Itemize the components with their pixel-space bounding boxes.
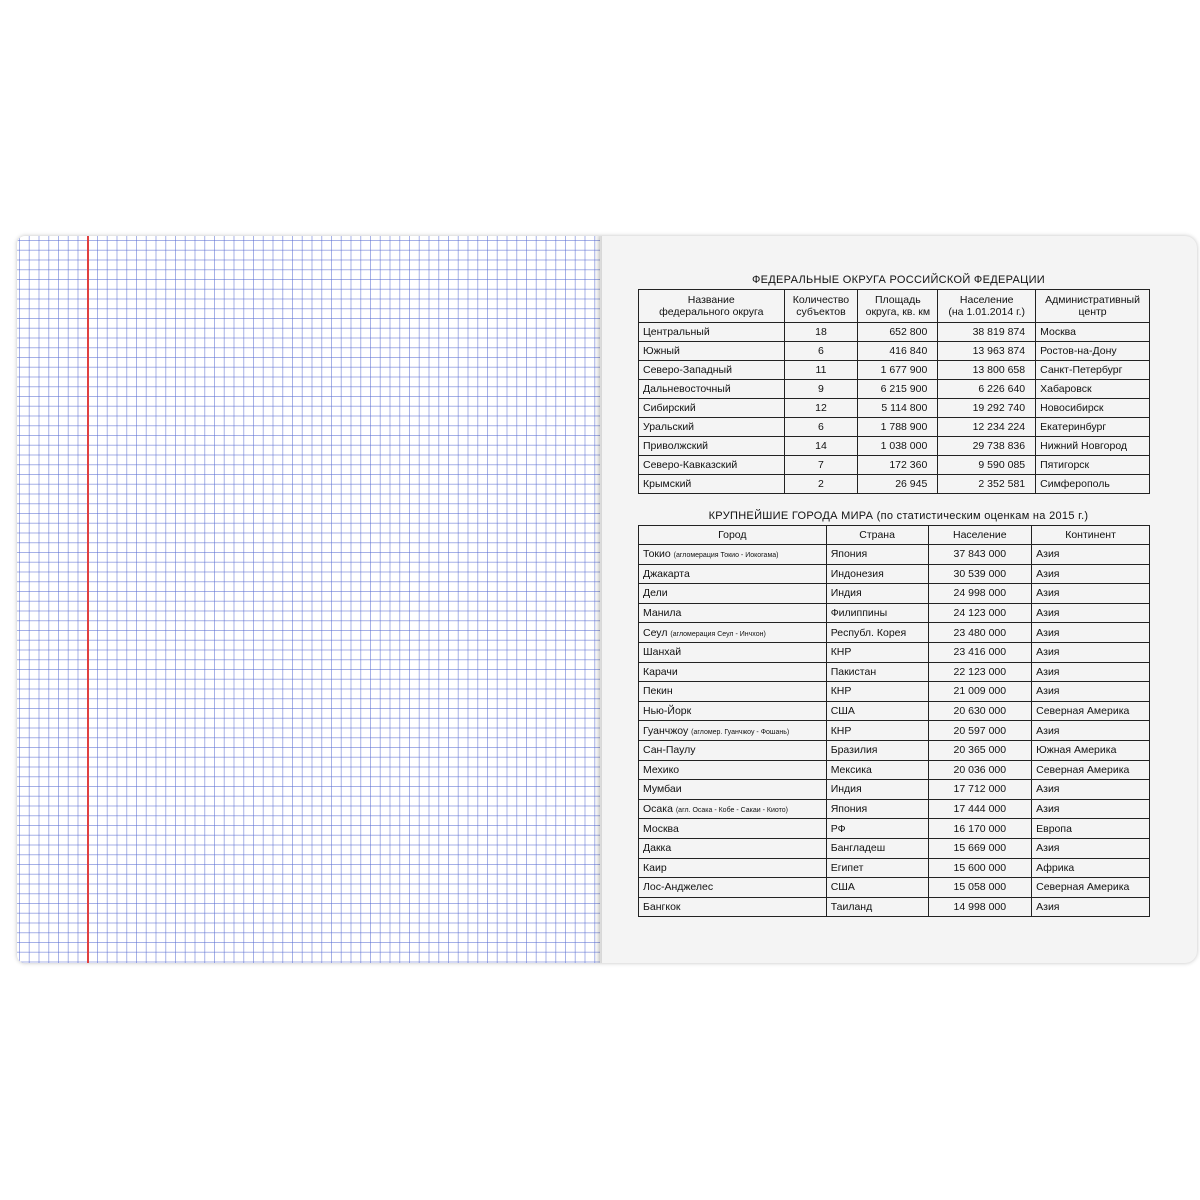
- city-population: 20 036 000: [928, 760, 1032, 780]
- city-continent: Азия: [1032, 682, 1150, 702]
- city-cell: [639, 623, 827, 643]
- city-country: Пакистан: [826, 662, 928, 682]
- city-population: 16 170 000: [928, 819, 1032, 839]
- city-row: [639, 799, 1150, 819]
- city-row: [639, 838, 1150, 858]
- header-continent: Континент: [1032, 526, 1150, 545]
- city-row: [639, 819, 1150, 839]
- district-center: Санкт-Петербург: [1036, 361, 1150, 380]
- city-cell: [639, 721, 827, 741]
- district-center: Екатеринбург: [1036, 418, 1150, 437]
- city-cell: [639, 897, 827, 917]
- city-cell: [639, 858, 827, 878]
- district-subjects: 12: [784, 399, 858, 418]
- district-area: 6 215 900: [858, 380, 938, 399]
- district-name: Южный: [639, 342, 785, 361]
- district-subjects: 9: [784, 380, 858, 399]
- city-population: 17 712 000: [928, 780, 1032, 800]
- district-subjects: 2: [784, 475, 858, 494]
- city-population: 24 998 000: [928, 584, 1032, 604]
- city-country: Мексика: [826, 760, 928, 780]
- city-country: Индия: [826, 584, 928, 604]
- city-population: 22 123 000: [928, 662, 1032, 682]
- city-note: (агломер. Гуанчжоу - Фошань): [691, 728, 790, 736]
- city-population: 15 600 000: [928, 858, 1032, 878]
- districts-title: ФЕДЕРАЛЬНЫЕ ОКРУГА РОССИЙСКОЙ ФЕДЕРАЦИИ: [751, 274, 1045, 286]
- margin-line: [87, 236, 89, 963]
- city-continent: Северная Америка: [1032, 760, 1150, 780]
- district-name: Северо-Западный: [639, 361, 785, 380]
- district-area: 26 945: [858, 475, 938, 494]
- city-country: Индия: [826, 780, 928, 800]
- district-population: 38 819 874: [938, 323, 1036, 342]
- district-row: [639, 437, 1150, 456]
- city-cell: [639, 603, 827, 623]
- city-country: РФ: [826, 819, 928, 839]
- header-name: Название федерального округа: [639, 290, 785, 323]
- city-population: 15 669 000: [928, 838, 1032, 858]
- city-country: КНР: [826, 682, 928, 702]
- city-cell: [639, 642, 827, 662]
- district-subjects: 7: [784, 456, 858, 475]
- city-country: КНР: [826, 721, 928, 741]
- city-continent: Азия: [1032, 897, 1150, 917]
- district-area: 1 677 900: [858, 361, 938, 380]
- city-name: Бангкок: [643, 900, 681, 913]
- city-name: Москва: [643, 822, 679, 835]
- city-population: 15 058 000: [928, 878, 1032, 898]
- district-population: 13 800 658: [938, 361, 1036, 380]
- district-name: Дальневосточный: [639, 380, 785, 399]
- city-country: Япония: [826, 545, 928, 565]
- city-row: [639, 564, 1150, 584]
- district-center: Пятигорск: [1036, 456, 1150, 475]
- district-row: [639, 361, 1150, 380]
- city-continent: Азия: [1032, 780, 1150, 800]
- city-row: [639, 662, 1150, 682]
- city-continent: Азия: [1032, 799, 1150, 819]
- city-continent: Азия: [1032, 584, 1150, 604]
- district-center: Новосибирск: [1036, 399, 1150, 418]
- city-row: [639, 740, 1150, 760]
- cities-title: КРУПНЕЙШИЕ ГОРОДА МИРА (по статистическим оценкам на 2015 г.): [708, 510, 1089, 522]
- district-name: Приволжский: [639, 437, 785, 456]
- city-cell: [639, 878, 827, 898]
- city-name: Гуанчжоу: [643, 724, 689, 737]
- city-continent: Азия: [1032, 642, 1150, 662]
- city-continent: Азия: [1032, 564, 1150, 584]
- city-name: Дакка: [643, 842, 672, 855]
- district-row: [639, 342, 1150, 361]
- header-city: Город: [639, 526, 827, 545]
- city-continent: Азия: [1032, 662, 1150, 682]
- city-continent: Северная Америка: [1032, 878, 1150, 898]
- cities-header-row: [639, 526, 1150, 545]
- district-name: Уральский: [639, 418, 785, 437]
- city-row: [639, 603, 1150, 623]
- city-country: Египет: [826, 858, 928, 878]
- city-name: Джакарта: [643, 567, 690, 580]
- district-area: 1 038 000: [858, 437, 938, 456]
- city-name: Сан-Паулу: [643, 744, 696, 757]
- city-continent: Азия: [1032, 603, 1150, 623]
- district-subjects: 18: [784, 323, 858, 342]
- district-subjects: 14: [784, 437, 858, 456]
- city-name: Осака: [643, 803, 673, 816]
- district-population: 19 292 740: [938, 399, 1036, 418]
- city-population: 23 416 000: [928, 642, 1032, 662]
- city-row: [639, 780, 1150, 800]
- city-population: 17 444 000: [928, 799, 1032, 819]
- city-row: [639, 682, 1150, 702]
- city-continent: Азия: [1032, 545, 1150, 565]
- city-continent: Африка: [1032, 858, 1150, 878]
- district-center: Ростов-на-Дону: [1036, 342, 1150, 361]
- district-population: 6 226 640: [938, 380, 1036, 399]
- city-country: Бангладеш: [826, 838, 928, 858]
- city-row: [639, 642, 1150, 662]
- city-cell: [639, 682, 827, 702]
- districts-table: [638, 289, 1150, 494]
- district-population: 13 963 874: [938, 342, 1036, 361]
- city-cell: [639, 545, 827, 565]
- city-country: США: [826, 701, 928, 721]
- city-population: 37 843 000: [928, 545, 1032, 565]
- city-country: Бразилия: [826, 740, 928, 760]
- district-population: 2 352 581: [938, 475, 1036, 494]
- city-name: Дели: [643, 587, 668, 600]
- district-row: [639, 456, 1150, 475]
- city-name: Шанхай: [643, 646, 682, 659]
- city-name: Пекин: [643, 685, 673, 698]
- header-city-population: Население: [928, 526, 1032, 545]
- notebook-spread: [17, 236, 1197, 963]
- districts-header-row: [639, 290, 1150, 323]
- district-center: Москва: [1036, 323, 1150, 342]
- city-continent: Европа: [1032, 819, 1150, 839]
- city-name: Каир: [643, 861, 667, 874]
- city-row: [639, 721, 1150, 741]
- grid-page: [17, 236, 600, 963]
- city-row: [639, 623, 1150, 643]
- city-cell: [639, 799, 827, 819]
- district-center: Симферополь: [1036, 475, 1150, 494]
- district-center: Нижний Новгород: [1036, 437, 1150, 456]
- district-name: Сибирский: [639, 399, 785, 418]
- city-row: [639, 878, 1150, 898]
- header-population: Население (на 1.01.2014 г.): [938, 290, 1036, 323]
- district-row: [639, 399, 1150, 418]
- city-cell: [639, 701, 827, 721]
- header-subjects: Количество субъектов: [784, 290, 858, 323]
- city-country: Индонезия: [826, 564, 928, 584]
- cities-table: [638, 525, 1150, 917]
- district-name: Крымский: [639, 475, 785, 494]
- district-subjects: 11: [784, 361, 858, 380]
- city-row: [639, 897, 1150, 917]
- district-subjects: 6: [784, 342, 858, 361]
- spine-shadow: [594, 236, 602, 963]
- district-area: 652 800: [858, 323, 938, 342]
- city-name: Нью-Йорк: [643, 705, 692, 718]
- city-country: КНР: [826, 642, 928, 662]
- city-note: (агломерация Токио - Иокогама): [673, 552, 779, 560]
- city-continent: Азия: [1032, 721, 1150, 741]
- city-cell: [639, 780, 827, 800]
- city-row: [639, 760, 1150, 780]
- city-name: Мехико: [643, 763, 680, 776]
- city-name: Сеул: [643, 626, 668, 639]
- city-country: Республ. Корея: [826, 623, 928, 643]
- city-country: Филиппины: [826, 603, 928, 623]
- city-population: 23 480 000: [928, 623, 1032, 643]
- city-cell: [639, 740, 827, 760]
- city-population: 20 597 000: [928, 721, 1032, 741]
- district-area: 172 360: [858, 456, 938, 475]
- city-cell: [639, 584, 827, 604]
- district-name: Центральный: [639, 323, 785, 342]
- city-name: Манила: [643, 607, 682, 620]
- reference-page: [600, 236, 1197, 963]
- city-cell: [639, 819, 827, 839]
- city-cell: [639, 838, 827, 858]
- city-name: Карачи: [643, 665, 678, 678]
- city-cell: [639, 662, 827, 682]
- district-center: Хабаровск: [1036, 380, 1150, 399]
- city-population: 30 539 000: [928, 564, 1032, 584]
- city-population: 24 123 000: [928, 603, 1032, 623]
- district-row: [639, 380, 1150, 399]
- city-country: Япония: [826, 799, 928, 819]
- district-row: [639, 418, 1150, 437]
- city-cell: [639, 564, 827, 584]
- city-row: [639, 701, 1150, 721]
- city-population: 14 998 000: [928, 897, 1032, 917]
- city-country: Таиланд: [826, 897, 928, 917]
- city-population: 20 365 000: [928, 740, 1032, 760]
- city-continent: Азия: [1032, 623, 1150, 643]
- district-population: 12 234 224: [938, 418, 1036, 437]
- city-name: Токио: [643, 548, 671, 561]
- city-row: [639, 584, 1150, 604]
- city-note: (агл. Осака - Кобе - Сакаи - Киото): [675, 807, 788, 815]
- city-continent: Южная Америка: [1032, 740, 1150, 760]
- city-row: [639, 545, 1150, 565]
- district-subjects: 6: [784, 418, 858, 437]
- district-row: [639, 323, 1150, 342]
- city-population: 20 630 000: [928, 701, 1032, 721]
- header-area: Площадь округа, кв. км: [858, 290, 938, 323]
- city-name: Мумбаи: [643, 783, 682, 796]
- district-population: 29 738 836: [938, 437, 1036, 456]
- city-continent: Азия: [1032, 838, 1150, 858]
- city-country: США: [826, 878, 928, 898]
- city-continent: Северная Америка: [1032, 701, 1150, 721]
- city-name: Лос-Анджелес: [643, 881, 714, 894]
- city-row: [639, 858, 1150, 878]
- district-area: 1 788 900: [858, 418, 938, 437]
- city-population: 21 009 000: [928, 682, 1032, 702]
- district-row: [639, 475, 1150, 494]
- city-cell: [639, 760, 827, 780]
- header-country: Страна: [826, 526, 928, 545]
- district-population: 9 590 085: [938, 456, 1036, 475]
- district-area: 416 840: [858, 342, 938, 361]
- district-name: Северо-Кавказский: [639, 456, 785, 475]
- header-center: Административный центр: [1036, 290, 1150, 323]
- district-area: 5 114 800: [858, 399, 938, 418]
- city-note: (агломерация Сеул - Инчхон): [670, 630, 766, 638]
